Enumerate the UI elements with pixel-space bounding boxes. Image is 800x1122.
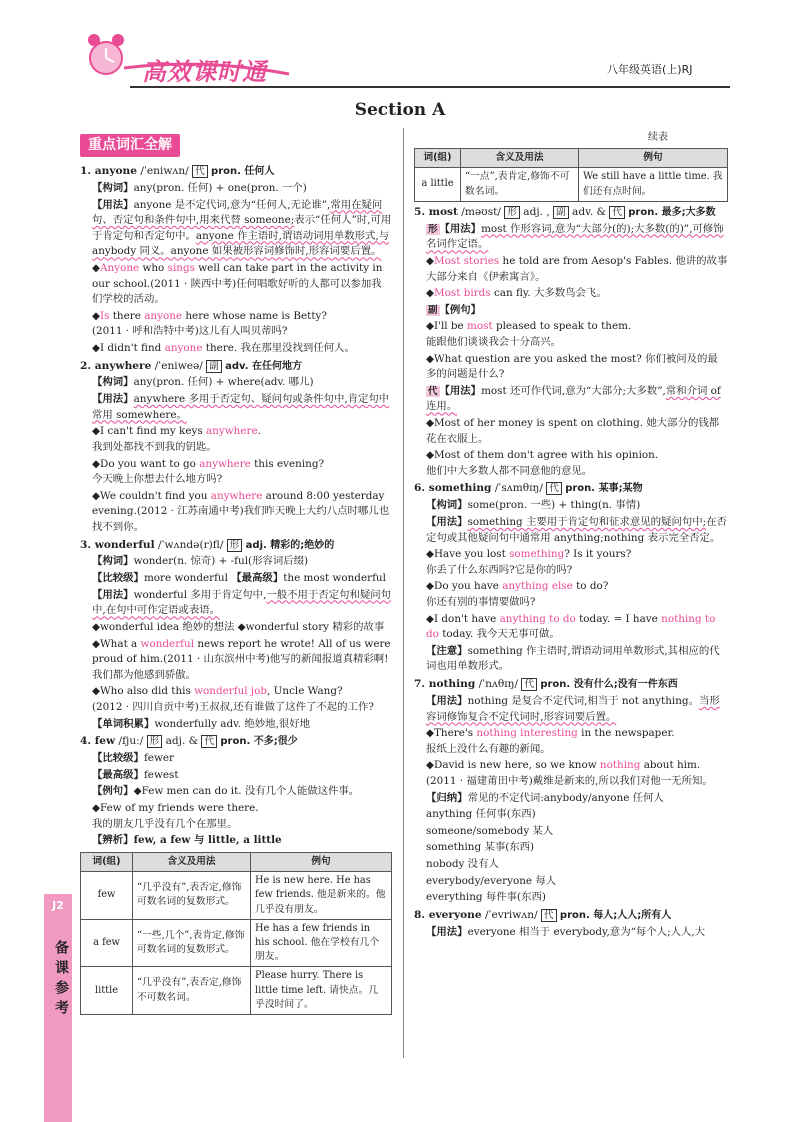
example-sentence: ◆Is there anyone here whose name is Betty? (2011 · 呼和浩特中考)这儿有人叫贝蒂吗? xyxy=(92,309,327,338)
usage-note: 【用法】everyone 相当于 everybody,意为“每个人;人人,大 xyxy=(426,925,706,938)
column-divider xyxy=(403,128,404,1058)
continued-label: 续表 xyxy=(648,132,668,143)
few-little-table xyxy=(80,852,392,1015)
entry-few xyxy=(80,734,392,1015)
comparative-forms: 【比较级】more wonderful 【最高级】the most wonderful xyxy=(92,572,386,585)
usage-note: 【用法】anywhere 多用于否定句、疑问句或条件句中,肯定句中常用 somewhere。 xyxy=(92,393,390,421)
note: 【注意】something 作主语时,谓语动词用单数形式,其相应的代词也用单数形式。 xyxy=(426,644,720,673)
entry-head: 3. wonderful /ˈwʌndə(r)fl/ 形 adj. 精彩的;绝妙的 xyxy=(80,538,335,551)
entry-something xyxy=(414,481,728,675)
superlative-form: 【最高级】fewest xyxy=(92,768,179,781)
word-formation: 【构词】wonder(n. 惊奇) + -ful(形容词后缀) xyxy=(92,555,309,568)
entry-anyone xyxy=(80,164,392,357)
entry-head: 7. nothing /ˈnʌθɪŋ/ 代 pron. 没有什么;没有一件东西 xyxy=(414,678,678,691)
entry-wonderful xyxy=(80,538,392,733)
usage-note: 【用法】nothing 是复合不定代词,相当于 not anything。当形容词修饰复合不定代词时,形容词要后置。 xyxy=(426,694,720,723)
list-item: anything 任何事(东西) xyxy=(426,808,536,821)
left-column xyxy=(80,130,392,1018)
word-formation: 【构词】some(pron. 一些) + thing(n. 事情) xyxy=(426,499,641,512)
entry-head: 4. few /fjuː/ 形 adj. & 代 pron. 不多;很少 xyxy=(80,735,298,748)
example-sentence: ◆Do you want to go anywhere this evening? 今天晚上你想去什么地方吗? xyxy=(92,457,325,486)
example-sentence: ◆Few of my friends were there. 我的朋友几乎没有几个在那里。 xyxy=(92,801,259,830)
list-item: everybody/everyone 每人 xyxy=(426,874,557,887)
example-sentence: ◆Most of her money is spent on clothing. 她大部分的钱都花在衣服上。 xyxy=(426,417,720,445)
example-sentence: ◆wonderful idea 绝妙的想法 ◆wonderful story 精彩的故事 xyxy=(92,620,385,633)
list-item: something 某事(东西) xyxy=(426,841,535,854)
comparison-heading: 【辨析】few, a few 与 little, a little xyxy=(92,834,282,847)
comparative-form: 【比较级】fewer xyxy=(92,752,174,765)
example-sentence: ◆I'll be most pleased to speak to them. 能跟他们谈谈我会十分高兴。 xyxy=(426,320,632,348)
entry-everyone xyxy=(414,908,728,941)
table-row: a few “一些,几个”,表肯定,修饰可数名词的复数形式。 He has a few friends in his school. 他在学校有几个朋友。 xyxy=(81,919,392,967)
entry-head: 1. anyone /ˈeniwʌn/ 代 pron. 任何人 xyxy=(80,165,275,177)
entry-head: 5. most /məʊst/ 形 adj. , 副 adv. & 代 pron. 最多;大多数 xyxy=(414,205,716,218)
page-header xyxy=(0,0,800,92)
table-row: little “几乎没有”,表否定,修饰不可数名词。 Please hurry. There is little time left. 请快点。几乎没时间了。 xyxy=(81,967,392,1015)
example-sentence: ◆We couldn't find you anywhere around 8:00 yesterday evening.(2012 · 江苏南通中考)我们昨天晚上大约八点时哪儿也找不到你。 xyxy=(92,489,390,533)
usage-note: 【用法】something 主要用于肯定句和征求意见的疑问句中;在否定句或其他疑问句中通常用 anything;nothing 表示完全否定。 xyxy=(426,515,727,544)
grade-label: 八年级英语(上)RJ xyxy=(607,63,693,76)
example-sentence: ◆There's nothing interesting in the newspaper. 报纸上没什么有趣的新闻。 xyxy=(426,727,675,755)
word-formation: 【构词】any(pron. 任何) + where(adv. 哪儿) xyxy=(92,376,314,389)
header-rule xyxy=(130,86,730,88)
list-item: someone/somebody 某人 xyxy=(426,824,554,837)
logo-text: 高效课时通 xyxy=(142,58,267,86)
example-sentence: ◆Most stories he told are from Aesop's Fables. 他讲的故事大部分来自《伊索寓言》。 xyxy=(426,254,728,283)
example-sentence: ◆Most birds can fly. 大多数鸟会飞。 xyxy=(426,287,607,300)
table-row: a little “一点”,表肯定,修饰不可数名词。 We still have a little time. 我们还有点时间。 xyxy=(415,168,728,201)
page-number: J2 xyxy=(52,899,64,912)
section-title: Section A xyxy=(354,100,446,120)
usage-note: 【用法】wonderful 多用于肯定句中,一般不用于否定句和疑问句中,在句中可作定语或表语。 xyxy=(92,588,392,617)
example-sentence: ◆Who also did this wonderful job, Uncle Wang? (2012 · 四川自贡中考)王叔叔,还有谁做了这件了不起的工作? xyxy=(92,685,374,713)
list-item: everything 每件事(东西) xyxy=(426,891,546,904)
usage-note: 代 【用法】most 还可作代词,意为“大部分;大多数”,常和介词 of 连用。 xyxy=(426,384,721,413)
example-sentence: ◆Do you have anything else to do? 你还有别的事情要做吗? xyxy=(426,580,609,608)
table-header-row: 词(组) 含义及用法 例句 xyxy=(81,852,392,871)
example-sentence: ◆David is new here, so we know nothing about him. (2011 · 福建莆田中考)戴维是新来的,所以我们对他一无所知。 xyxy=(426,759,713,787)
list-item: nobody 没有人 xyxy=(426,858,499,871)
example-sentence: ◆I didn't find anyone there. 我在那里没找到任何人。 xyxy=(92,341,355,354)
example-sentence: ◆Have you lost something? Is it yours? 你丢了什么东西吗?它是你的吗? xyxy=(426,548,632,576)
a-little-table xyxy=(414,148,728,202)
word-accumulation: 【单词积累】wonderfully adv. 绝妙地,很好地 xyxy=(92,717,311,730)
example-sentence: ◆I can't find my keys anywhere. 我到处都找不到我的钥匙。 xyxy=(92,425,261,453)
entry-most xyxy=(414,205,728,480)
entry-head: 2. anywhere /ˈeniweə/ 副 adv. 在任何地方 xyxy=(80,359,303,372)
right-column xyxy=(414,130,728,942)
table-header-row: 词(组) 含义及用法 例句 xyxy=(415,149,728,168)
sidebar-label: 备课参考 xyxy=(53,940,69,1020)
usage-note: 形 【用法】most 作形容词,意为“大部分(的);大多数(的)”,可修饰名词作定语。 xyxy=(426,222,724,251)
example-sentence: ◆What a wonderful news report he wrote! All of us were proud of him.(2011 · 山东滨州中考)他写的新闻报道真精彩啊!我们都为他感到骄傲。 xyxy=(92,637,391,681)
key-vocab-banner: 重点词汇全解 xyxy=(80,134,180,157)
entry-nothing xyxy=(414,677,728,906)
word-formation: 【构词】any(pron. 任何) + one(pron. 一个) xyxy=(92,181,307,194)
entry-head: 6. something /ˈsʌmθɪŋ/ 代 pron. 某事;某物 xyxy=(414,482,643,495)
example-sentence: ◆Anyone who sings well can take part in the activity in our school.(2011 · 陕西中考)任何唱歌好听的人都可以参加我们学校的活动。 xyxy=(92,261,383,306)
example-sentence: ◆What question are you asked the most? 你们被问及的最多的问题是什么? xyxy=(426,352,718,381)
usage-note: 【用法】anyone 是不定代词,意为“任何人,无论谁”,常用在疑问句、否定句和条件句中,用来代替 someone;表示“任何人”时,可用于肯定句和否定句中。anyone 作主语时,谓语动词用单数形式,与 anybody 同义。anyone 如果被形容词修饰时,形容词要后置。 xyxy=(92,198,392,258)
table-row: few “几乎没有”,表否定,修饰可数名词的复数形式。 He is new here. He has few friends. 他是新来的。他几乎没有朋友。 xyxy=(81,872,392,920)
entry-anywhere xyxy=(80,359,392,536)
example-sentence: ◆I don't have anything to do today. = I have nothing to do today. 我今天无事可做。 xyxy=(426,612,716,641)
example-sentence: ◆Most of them don't agree with his opinion. 他们中大多数人都不同意他的意见。 xyxy=(426,449,659,477)
entry-head: 8. everyone /ˈevriwʌn/ 代 pron. 每人;人人;所有人 xyxy=(414,908,672,921)
summary: 【归纳】常见的不定代词:anybody/anyone 任何人 xyxy=(426,791,664,804)
adverb-examples-heading: 副 【例句】 xyxy=(428,303,482,316)
example-sentence: 【例句】◆Few men can do it. 没有几个人能做这件事。 xyxy=(92,785,360,798)
